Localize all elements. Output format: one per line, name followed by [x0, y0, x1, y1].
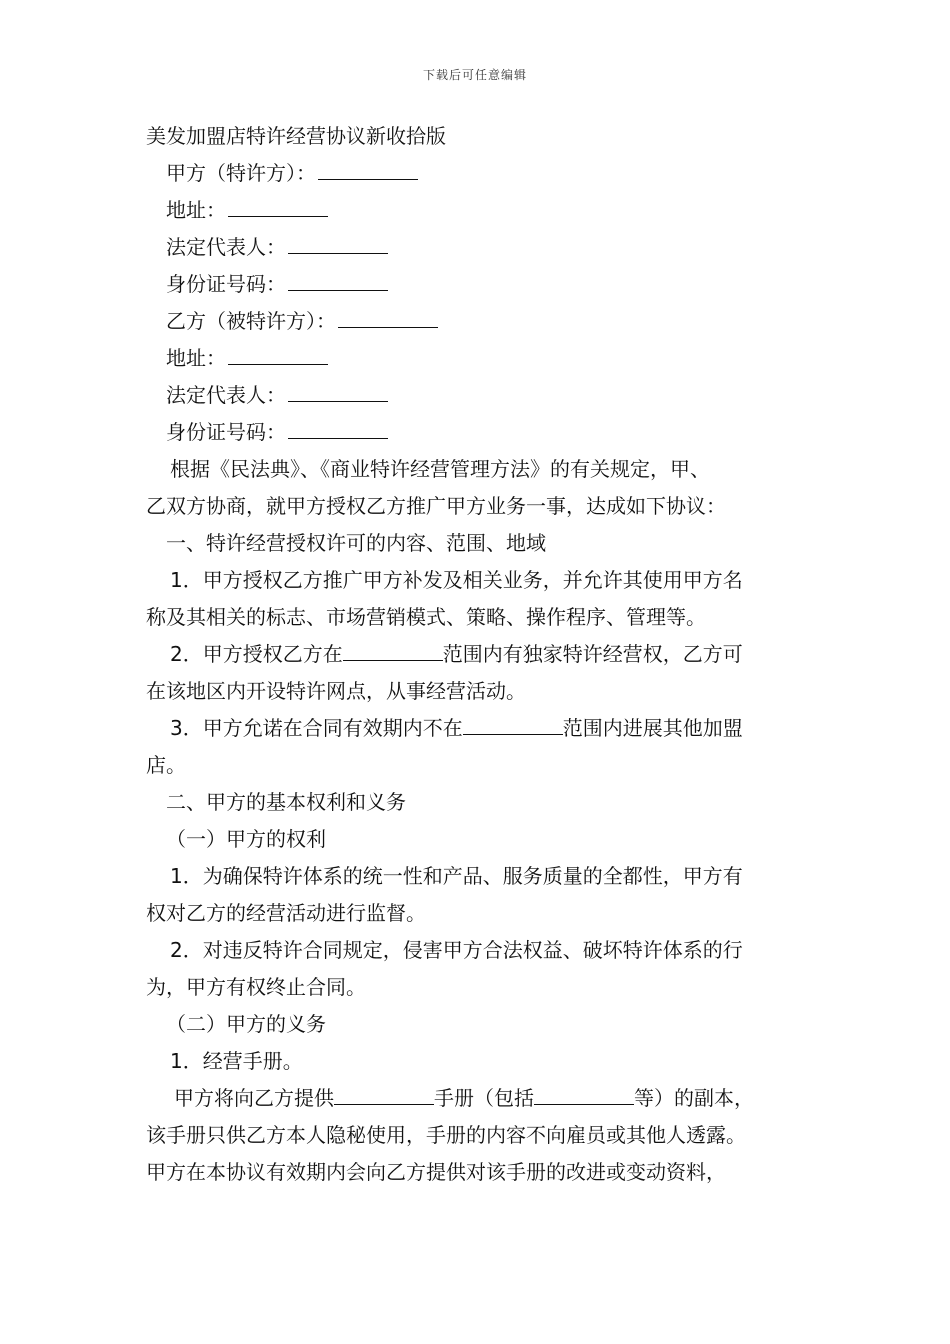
party-a-blank: [318, 157, 418, 180]
s2-duty-1-blank-2: [534, 1082, 634, 1105]
s1-item-3-line-2: 店。: [146, 753, 186, 777]
party-a-id-line: [146, 266, 826, 303]
preamble-line-2: 乙双方协商，就甲方授权乙方推广甲方业务一事，达成如下协议：: [146, 494, 726, 518]
document-title: 美发加盟店特许经营协议新收拾版: [146, 124, 446, 148]
party-a-rep-line: [146, 229, 826, 266]
document-body: [146, 118, 826, 1191]
party-a-line: [146, 155, 826, 192]
party-b-id-line: [146, 414, 826, 451]
party-b-rep-blank: [288, 379, 388, 402]
party-b-id-blank: [288, 416, 388, 439]
party-a-id-blank: [288, 268, 388, 291]
party-a-address-blank: [228, 194, 328, 217]
party-b-address-label: 地址：: [166, 346, 226, 370]
s2-right-1-line-2: 权对乙方的经营活动进行监督。: [146, 901, 426, 925]
s2-duty-1-line-2: 该手册只供乙方本人隐秘使用，手册的内容不向雇员或其他人透露。: [146, 1123, 746, 1147]
s2-duty-1-mid: 手册（包括: [434, 1086, 534, 1110]
party-a-address-label: 地址：: [166, 198, 226, 222]
s2-right-2-line-2: 为，甲方有权终止合同。: [146, 975, 366, 999]
s1-item-3-pre: 3．甲方允诺在合同有效期内不在: [170, 716, 463, 740]
party-b-line: [146, 303, 826, 340]
party-a-address-line: [146, 192, 826, 229]
party-b-rep-label: 法定代表人：: [166, 383, 286, 407]
party-b-rep-line: [146, 377, 826, 414]
s2-right-1-line-1: 1．为确保特许体系的统一性和产品、服务质量的全都性，甲方有: [170, 864, 743, 888]
header-note: 下载后可任意编辑: [422, 68, 527, 82]
s1-item-2-pre: 2．甲方授权乙方在: [170, 642, 343, 666]
s2-duty-1-blank-1: [334, 1082, 434, 1105]
s2-duty-1-heading: 1．经营手册。: [170, 1049, 303, 1073]
party-a-rep-blank: [288, 231, 388, 254]
s2-duty-1-post: 等）的副本，: [634, 1086, 754, 1110]
s1-item-2-line-1: [146, 636, 826, 673]
preamble-line-1: 根据《民法典》、《商业特许经营管理方法》的有关规定，甲、: [170, 457, 710, 481]
party-b-address-line: [146, 340, 826, 377]
s2-duty-1-line-1: [146, 1080, 826, 1117]
party-b-blank: [338, 305, 438, 328]
s2-subheading-rights: （一）甲方的权利: [166, 827, 326, 851]
s1-item-3-blank: [463, 712, 563, 735]
party-a-rep-label: 法定代表人：: [166, 235, 286, 259]
s2-subheading-duties: （二）甲方的义务: [166, 1012, 326, 1036]
s1-item-3-post: 范围内进展其他加盟: [562, 716, 743, 740]
s1-item-3-line-1: [146, 710, 826, 747]
party-b-address-blank: [228, 342, 328, 365]
party-b-label: 乙方（被特许方）：: [166, 309, 336, 333]
s1-item-2-post: 范围内有独家特许经营权，乙方可: [442, 642, 743, 666]
s1-item-2-line-2: 在该地区内开设特许网点，从事经营活动。: [146, 679, 526, 703]
s1-item-2-blank: [343, 638, 443, 661]
s2-duty-1-pre: 甲方将向乙方提供: [174, 1086, 334, 1110]
s2-right-2-line-1: 2．对违反特许合同规定，侵害甲方合法权益、破坏特许体系的行: [170, 938, 743, 962]
party-a-id-label: 身份证号码：: [166, 272, 286, 296]
section-1-heading: 一、特许经营授权许可的内容、范围、地域: [166, 531, 546, 555]
s1-item-1-line-2: 称及其相关的标志、市场营销模式、策略、操作程序、管理等。: [146, 605, 706, 629]
party-a-label: 甲方（特许方）：: [166, 161, 316, 185]
s2-duty-1-line-3: 甲方在本协议有效期内会向乙方提供对该手册的改进或变动资料，: [146, 1160, 726, 1184]
section-2-heading: 二、甲方的基本权利和义务: [166, 790, 406, 814]
party-b-id-label: 身份证号码：: [166, 420, 286, 444]
s1-item-1-line-1: 1．甲方授权乙方推广甲方补发及相关业务，并允许其使用甲方名: [170, 568, 743, 592]
